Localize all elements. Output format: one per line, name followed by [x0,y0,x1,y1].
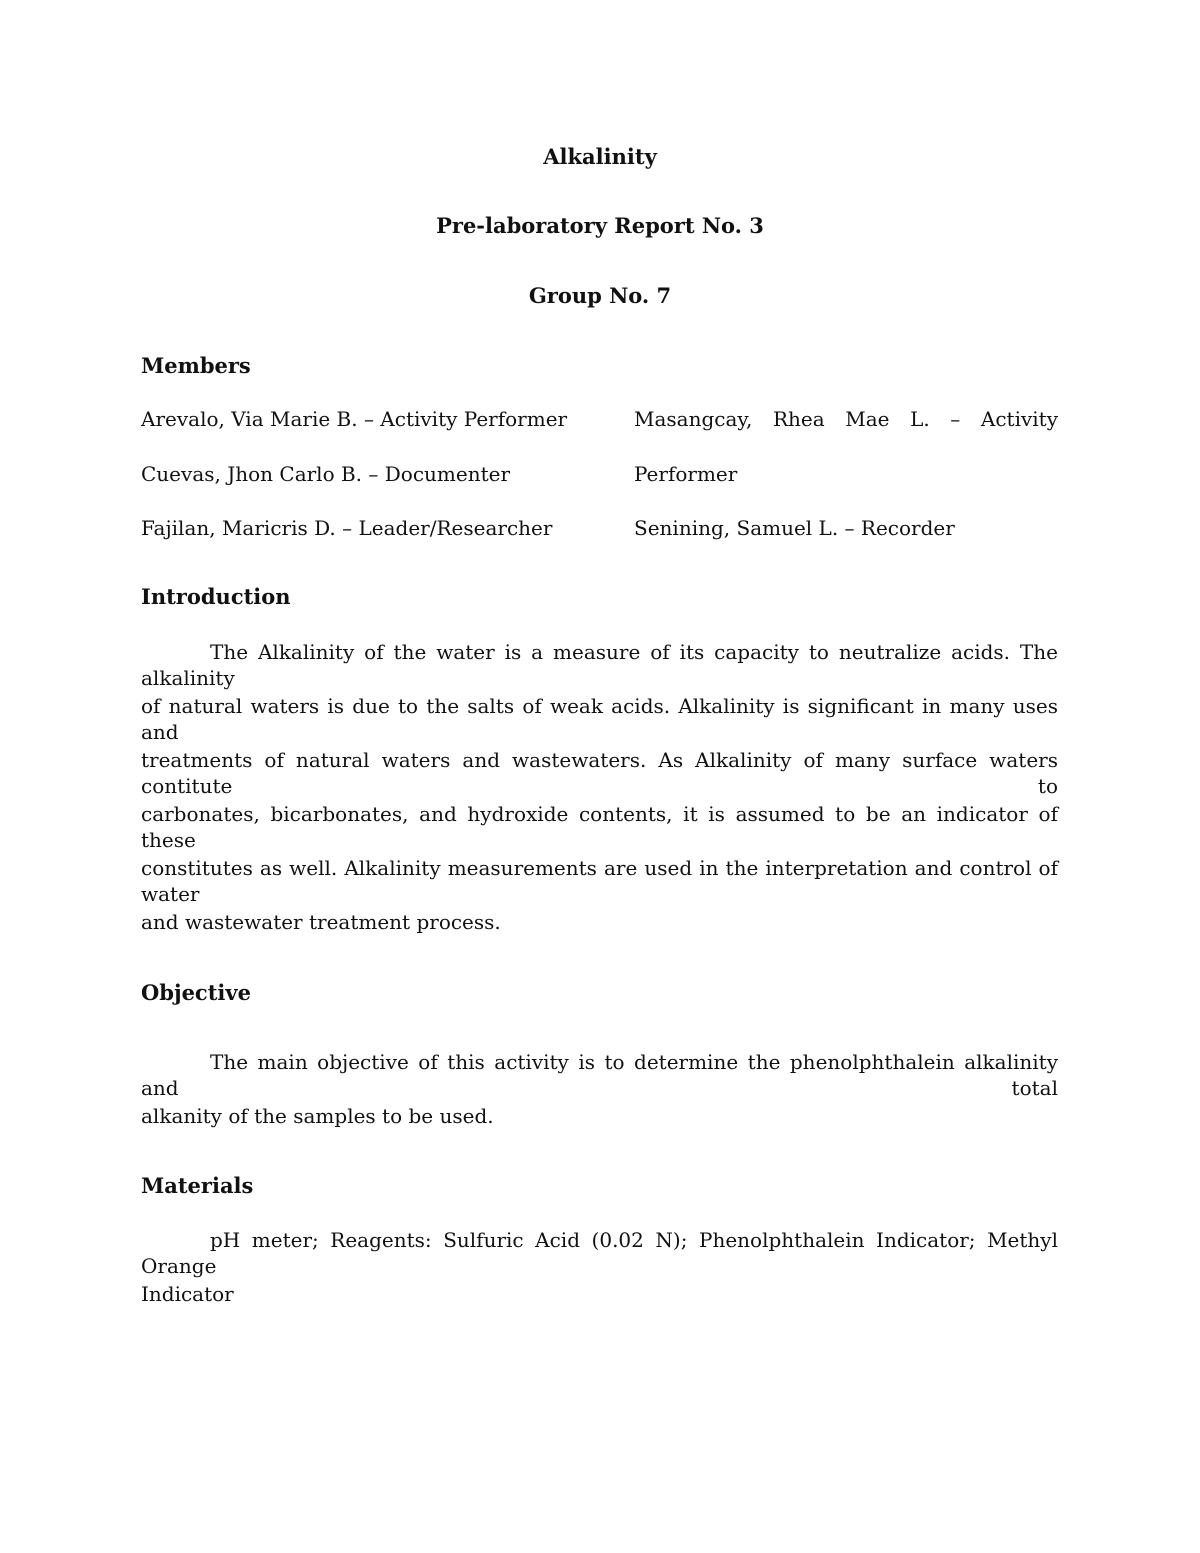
objective-line-1: The main objective of this activity is to determine the phenolphthalein alkalinity and total [141,1050,1058,1100]
introduction-heading: Introduction [141,584,291,609]
introduction-line-5: constitutes as well. Alkalinity measurements are used in the interpretation and control of water [141,856,1058,906]
materials-line-2: Indicator [141,1282,234,1306]
objective-heading: Objective [141,980,251,1005]
introduction-line-4: carbonates, bicarbonates, and hydroxide contents, it is assumed to be an indicator of these [141,802,1058,852]
members-heading: Members [141,353,251,378]
member-left-1: Arevalo, Via Marie B. – Activity Performer [141,407,568,431]
introduction-line-6: and wastewater treatment process. [141,910,501,934]
materials-line-1: pH meter; Reagents: Sulfuric Acid (0.02 N); Phenolphthalein Indicator; Methyl Orange [141,1228,1058,1278]
materials-heading: Materials [141,1173,254,1198]
report-number: Pre-laboratory Report No. 3 [436,213,764,238]
introduction-line-3: treatments of natural waters and wastewaters. As Alkalinity of many surface waters contitute to [141,748,1058,798]
member-right-2: Performer [634,462,738,486]
member-left-3: Fajilan, Maricris D. – Leader/Researcher [141,516,553,540]
document-title: Alkalinity [543,144,657,169]
member-right-1: Masangcay, Rhea Mae L. – Activity [634,407,1058,431]
member-right-3: Senining, Samuel L. – Recorder [634,516,955,540]
objective-line-2: alkanity of the samples to be used. [141,1104,494,1128]
member-left-2: Cuevas, Jhon Carlo B. – Documenter [141,462,511,486]
introduction-line-2: of natural waters is due to the salts of weak acids. Alkalinity is significant in many uses and [141,694,1058,744]
introduction-line-1: The Alkalinity of the water is a measure of its capacity to neutralize acids. The alkalinity [141,640,1058,690]
group-number: Group No. 7 [528,283,672,308]
